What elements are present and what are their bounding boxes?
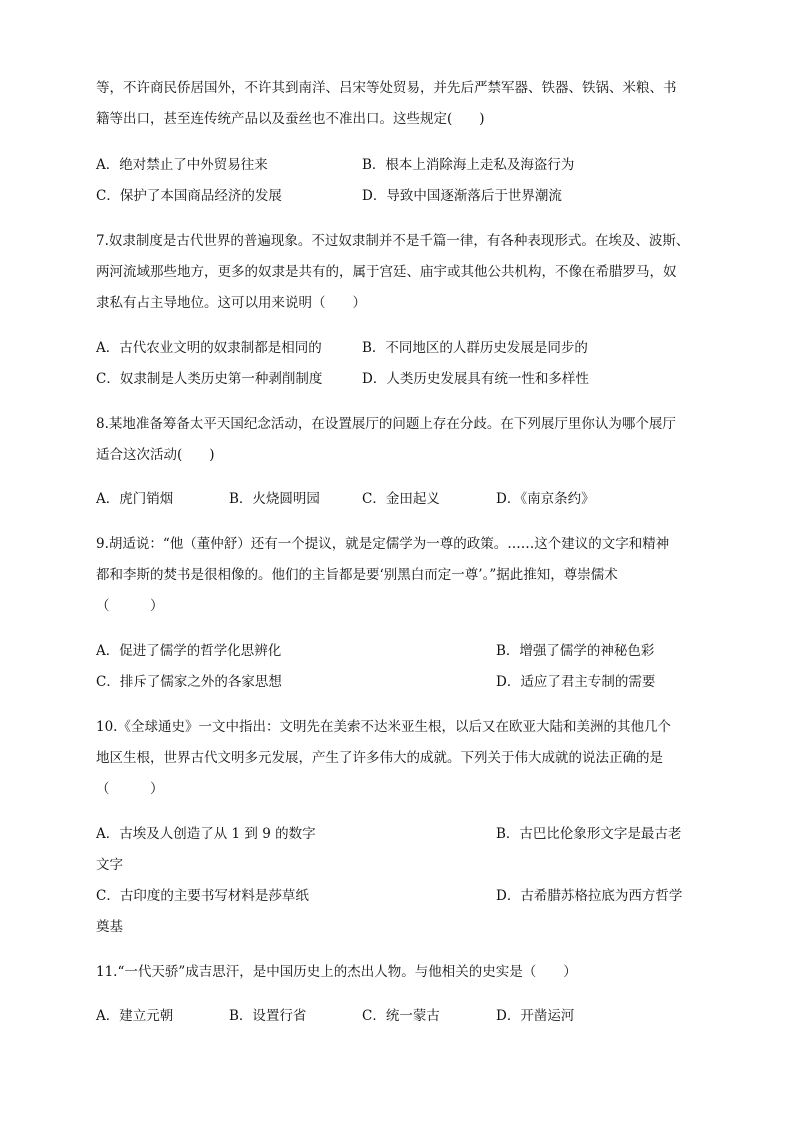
question-text-line: 两河流域那些地方，更多的奴隶是共有的，属于宫廷、庙宇或其他公共机构，不像在希腊罗马，奴: [96, 264, 677, 280]
question-text-line: 9.胡适说：“他（董仲舒）还有一个提议，就是定儒学为一尊的政策。……这个建议的文字和精神: [96, 536, 670, 552]
option-b[interactable]: B．不同地区的人群历史发展是同步的: [362, 340, 588, 356]
option-b-wrap: 文字: [96, 857, 123, 873]
option-a[interactable]: A．古埃及人创造了从 1 到 9 的数字: [96, 826, 316, 842]
question-text-line: 适合这次活动( ): [96, 447, 215, 463]
option-d-wrap: 奠基: [96, 919, 123, 935]
option-a[interactable]: A．虎门销烟: [96, 491, 174, 507]
option-c[interactable]: C．保护了本国商品经济的发展: [96, 188, 282, 204]
question-text-line: 籍等出口，甚至连传统产品以及蚕丝也不准出口。这些规定( ): [96, 111, 485, 127]
question-text-line: 10.《全球通史》一文中指出：文明先在美索不达米亚生根，以后又在欧亚大陆和美洲的其他几个: [96, 719, 671, 735]
question-text-line: （ ）: [96, 598, 164, 614]
option-d[interactable]: D．人类历史发展具有统一性和多样性: [362, 371, 589, 387]
option-b[interactable]: B．设置行省: [229, 1008, 307, 1024]
question-text-line: 7.奴隶制度是古代世界的普遍现象。不过奴隶制并不是千篇一律，有各种表现形式。在埃及、波斯、: [96, 233, 690, 249]
option-a[interactable]: A．促进了儒学的哲学化思辨化: [96, 643, 282, 659]
question-text-line: 都和李斯的焚书是很相像的。他们的主旨都是要‘别黑白而定一尊’。”据此推知，尊崇儒术: [96, 567, 618, 583]
option-b[interactable]: B．根本上消除海上走私及海盗行为: [362, 157, 575, 173]
question-text-line: 地区生根，世界古代文明多元发展，产生了许多伟大的成就。下列关于伟大成就的说法正确的是: [96, 750, 663, 766]
option-d[interactable]: D．古希腊苏格拉底为西方哲学: [496, 888, 683, 904]
question-text-line: 11.“一代天骄”成吉思汗，是中国历史上的杰出人物。与他相关的史实是（ ）: [96, 964, 577, 980]
option-d[interactable]: D．开凿运河: [496, 1008, 575, 1024]
question-text-line: 等，不许商民侨居国外，不许其到南洋、吕宋等处贸易，并先后严禁军器、铁器、铁锅、米粮、书: [96, 80, 677, 96]
option-b[interactable]: B．增强了儒学的神秘色彩: [496, 643, 655, 659]
option-c[interactable]: C．排斥了儒家之外的各家思想: [96, 674, 282, 690]
option-c[interactable]: C．古印度的主要书写材料是莎草纸: [96, 888, 309, 904]
option-a[interactable]: A．古代农业文明的奴隶制都是相同的: [96, 340, 322, 356]
question-text-line: 隶私有占主导地位。这可以用来说明（ ）: [96, 295, 366, 311]
option-c[interactable]: C．统一蒙古: [362, 1008, 440, 1024]
option-b[interactable]: B．火烧圆明园: [229, 491, 320, 507]
option-d[interactable]: D．《南京条约》: [496, 491, 595, 507]
question-text-line: （ ）: [96, 781, 164, 797]
question-text-line: 8.某地准备筹备太平天国纪念活动，在设置展厅的问题上存在分歧。在下列展厅里你认为哪个展厅: [96, 416, 676, 432]
option-a[interactable]: A．建立元朝: [96, 1008, 174, 1024]
option-c[interactable]: C．金田起义: [362, 491, 440, 507]
option-b[interactable]: B．古巴比伦象形文字是最古老: [496, 826, 682, 842]
option-d[interactable]: D．导致中国逐渐落后于世界潮流: [362, 188, 562, 204]
option-c[interactable]: C．奴隶制是人类历史第一种剥削制度: [96, 371, 323, 387]
option-a[interactable]: A．绝对禁止了中外贸易往来: [96, 157, 268, 173]
option-d[interactable]: D．适应了君主专制的需要: [496, 674, 656, 690]
